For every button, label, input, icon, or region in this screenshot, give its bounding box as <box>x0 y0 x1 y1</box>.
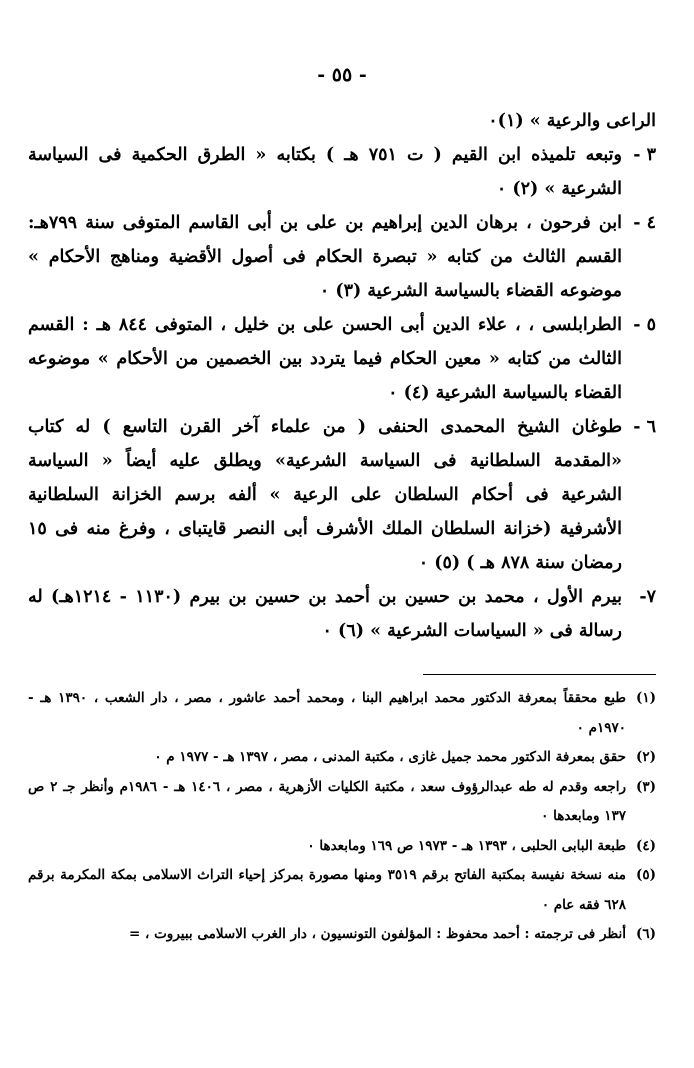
footnote-text: راجعه وقدم له طه عبدالرؤوف سعد ، مكتبة الكليات الأزهرية ، مصر ، ١٤٠٦ هـ - ١٩٨٦م وأنظر جـ ٢ ص ١٣٧ ومابعدها ٠ <box>28 778 627 824</box>
footnote-text: طبعة البابى الحلبى ، ١٣٩٣ هـ - ١٩٧٣ ص ١٦٩ ومابعدها ٠ <box>307 837 626 854</box>
item-number: ٦ - <box>633 417 656 437</box>
footnote-4 <box>28 832 656 862</box>
footnotes <box>28 684 656 950</box>
footnote-2 <box>28 743 656 773</box>
item-number: ٥ - <box>633 315 656 335</box>
footnote-divider <box>423 674 656 675</box>
list-item-3 <box>28 138 656 206</box>
footnote-text: منه نسخة نفيسة بمكتبة الفاتح برقم ٣٥١٩ ومنها مصورة بمركز إحياء التراث الاسلامى بمكة المكرمة برقم ٦٢٨ فقه عام ٠ <box>28 867 626 913</box>
footnote-mark: (٤) <box>635 837 656 854</box>
intro-line <box>28 104 656 138</box>
intro-text: الراعى والرعية » (١)٠ <box>488 111 656 131</box>
footnote-mark: (٦) <box>635 926 656 942</box>
footnote-3 <box>28 773 656 832</box>
item-text: وتبعه تلميذه ابن القيم ( ت ٧٥١ هـ ) بكتابه « الطرق الحكمية فى السياسة الشرعية » (٢) ٠ <box>28 145 622 199</box>
main-text <box>28 104 656 648</box>
item-text: طوغان الشيخ المحمدى الحنفى ( من علماء آخر القرن التاسع ) له كتاب «المقدمة السلطانية فى السياسة الشرعية» ويطلق عليه أيضاً « السياسة الشرعية فى أحكام السلطان على الرعية » ألفه برسم الخزانة السلطانية الأشرفية (خزانة السلطان الملك الأشرف أبى النصر قايتباى ، وفرغ منه فى ١٥ رمضان سنة ٨٧٨ هـ ) (٥) ٠ <box>28 417 622 573</box>
footnote-mark: (٣) <box>635 778 656 795</box>
list-item-7 <box>28 580 656 648</box>
footnote-text: طبع محققاً بمعرفة الدكتور محمد ابراهيم البنا ، ومحمد أحمد عاشور ، مصر ، دار الشعب ، ١٣٩٠ هـ - ١٩٧٠م ٠ <box>28 690 627 736</box>
footnote-mark: (٢) <box>635 749 656 765</box>
list-item-4 <box>28 206 656 308</box>
footnote-1 <box>28 684 656 743</box>
footnote-6 <box>28 920 656 950</box>
page-number: - ٥٥ - <box>317 64 367 86</box>
item-number: ٧- <box>639 587 656 607</box>
footnote-text: حقق بمعرفة الدكتور محمد جميل غازى ، مكتبة المدنى ، مصر ، ١٣٩٧ هـ - ١٩٧٧ م ٠ <box>154 749 626 765</box>
item-number: ٤ - <box>633 213 656 233</box>
list-item-5 <box>28 308 656 410</box>
item-text: الطرابلسى ، ، علاء الدين أبى الحسن على بن خليل ، المتوفى ٨٤٤ هـ : القسم الثالث من كتابه « معين الحكام فيما يتردد بين الخصمين من الأحكام » موضوعه القضاء بالسياسة الشرعية (٤) ٠ <box>28 315 623 403</box>
item-text: ابن فرحون ، برهان الدين إبراهيم بن على بن أبى القاسم المتوفى سنة ٧٩٩هـ: القسم الثالث من كتابه « تبصرة الحكام فى أصول الأقضية ومناهج الأحكام » موضوعه القضاء بالسياسة الشرعية (٣) ٠ <box>28 213 622 301</box>
list-item-6 <box>28 410 656 580</box>
book-page <box>28 0 656 1068</box>
item-text: بيرم الأول ، محمد بن حسين بن أحمد بن حسين بن بيرم (١١٣٠ - ١٢١٤هـ) له رسالة فى « السياسات الشرعية » (٦) ٠ <box>28 587 622 641</box>
footnote-5 <box>28 861 656 920</box>
item-number: ٣ - <box>633 145 656 165</box>
footnote-mark: (٥) <box>635 867 656 883</box>
footnote-mark: (١) <box>635 690 656 706</box>
footnote-text: أنظر فى ترجمته : أحمد محفوظ : المؤلفون التونسيون ، دار الغرب الاسلامى ببيروت ، = <box>129 926 626 942</box>
